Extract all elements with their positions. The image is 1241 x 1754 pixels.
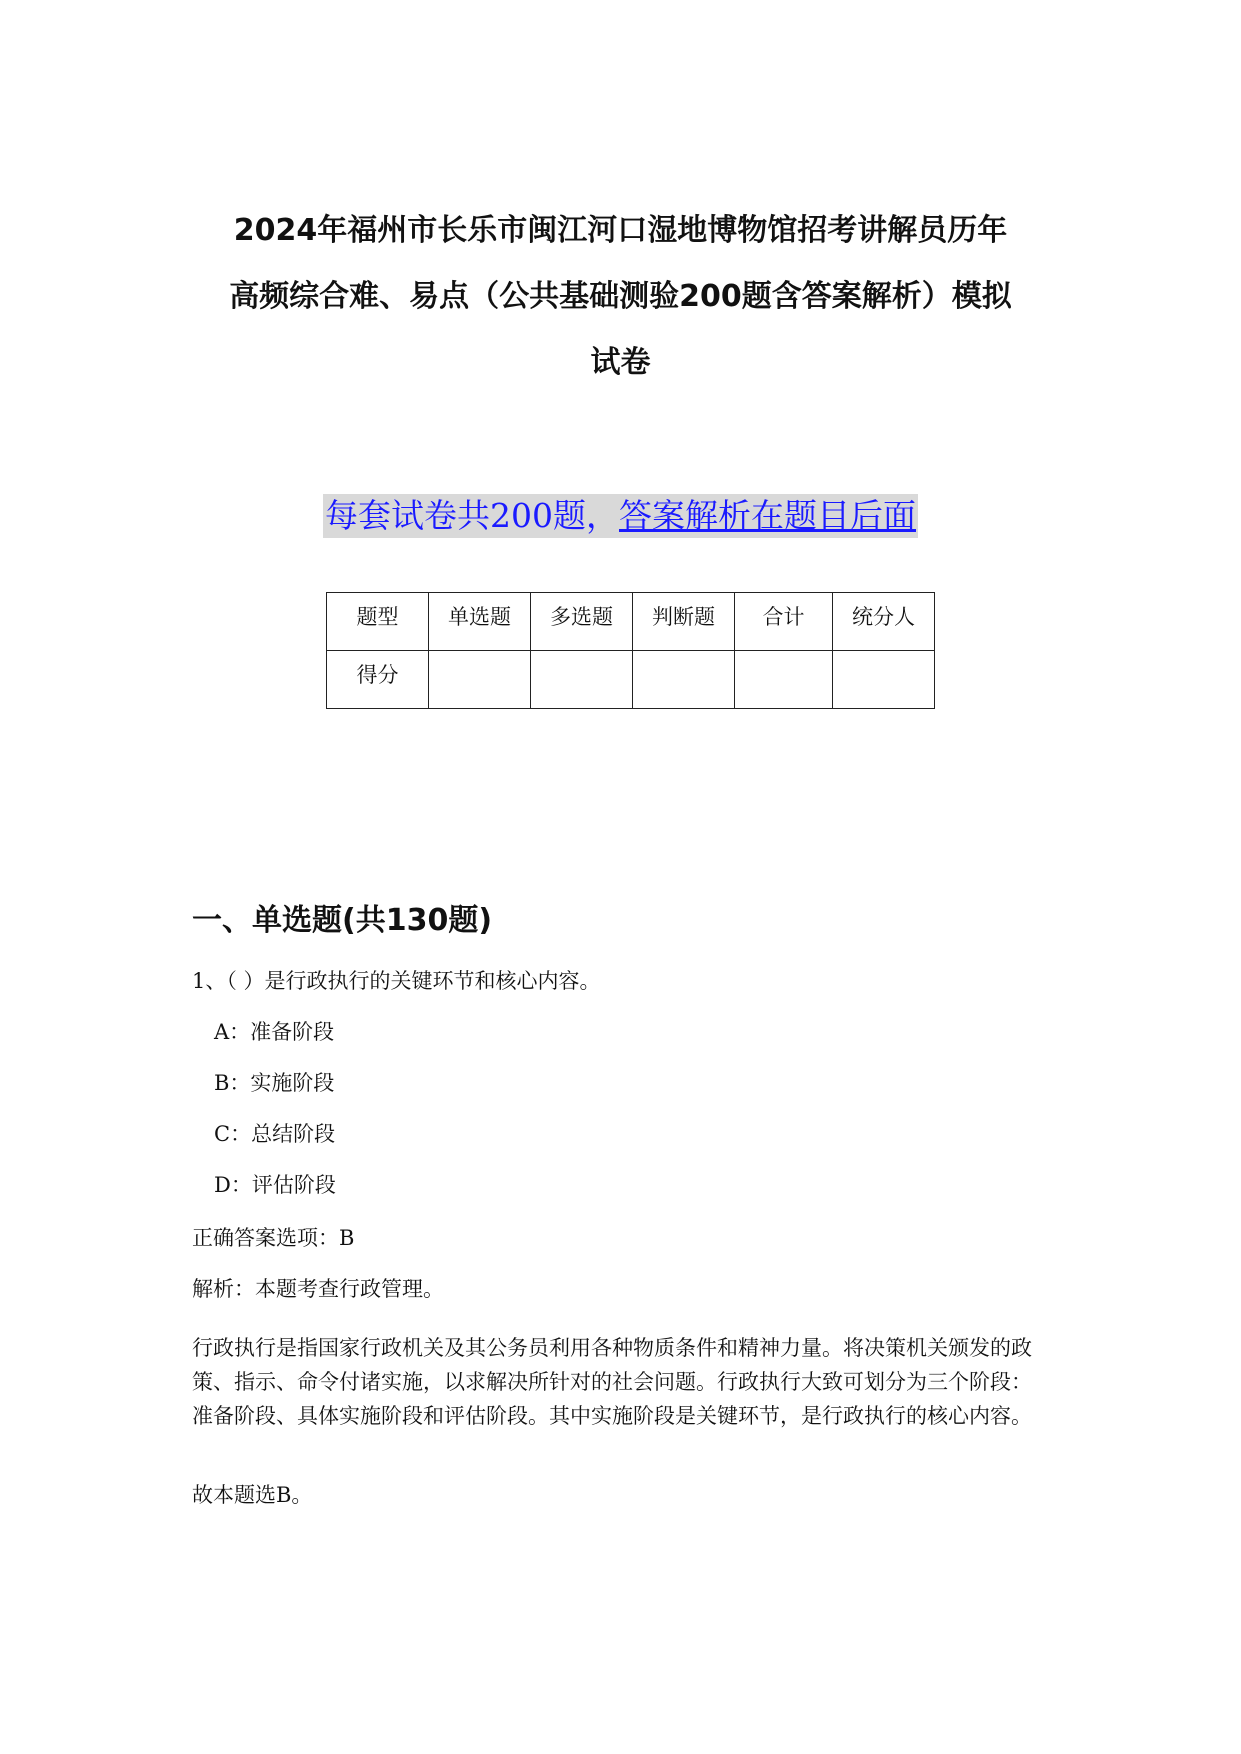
banner-highlight — [323, 494, 918, 538]
option-b: B：实施阶段 — [214, 1071, 335, 1095]
score-cell-single — [429, 651, 531, 709]
score-cell-multi — [531, 651, 633, 709]
score-cell-judge — [633, 651, 735, 709]
title-line-3: 试卷 — [590, 345, 651, 380]
analysis-body: 行政执行是指国家行政机关及其公务员利用各种物质条件和精神力量。将决策机关颁发的政策、指示、命令付诸实施，以求解决所针对的社会问题。行政执行大致可划分为三个阶段：准备阶段、具体实施阶段和评估阶段。其中实施阶段是关键环节，是行政执行的核心内容。 — [192, 1336, 1032, 1428]
title-line-1: 2024年福州市长乐市闽江河口湿地博物馆招考讲解员历年 — [233, 213, 1008, 248]
info-banner — [0, 494, 1241, 538]
header-cell-total: 合计 — [735, 593, 833, 651]
score-cell-scorer — [833, 651, 935, 709]
header-cell-single: 单选题 — [429, 593, 531, 651]
title-line-2: 高频综合难、易点（公共基础测验200题含答案解析）模拟 — [229, 279, 1012, 314]
banner-text: 每套试卷共200题， — [325, 496, 619, 535]
analysis-label: 解析：本题考查行政管理。 — [192, 1277, 444, 1301]
score-row-label: 得分 — [327, 651, 429, 709]
section-heading: 一、单选题(共130题) — [192, 903, 493, 938]
header-cell-multi: 多选题 — [531, 593, 633, 651]
document-title — [170, 198, 1071, 396]
score-cell-total — [735, 651, 833, 709]
header-cell-judge: 判断题 — [633, 593, 735, 651]
correct-answer: 正确答案选项：B — [192, 1226, 355, 1250]
question-stem: 1、（ ）是行政执行的关键环节和核心内容。 — [192, 969, 601, 993]
score-table-score-row — [327, 651, 935, 709]
score-table-header-row — [327, 593, 935, 651]
answer-location-link[interactable]: 答案解析在题目后面 — [619, 496, 916, 535]
score-table — [326, 592, 935, 709]
option-c: C：总结阶段 — [214, 1122, 336, 1146]
header-cell-scorer: 统分人 — [833, 593, 935, 651]
option-d: D：评估阶段 — [214, 1173, 336, 1197]
header-cell-type: 题型 — [327, 593, 429, 651]
conclusion: 故本题选B。 — [192, 1483, 313, 1507]
option-a: A：准备阶段 — [214, 1020, 335, 1044]
